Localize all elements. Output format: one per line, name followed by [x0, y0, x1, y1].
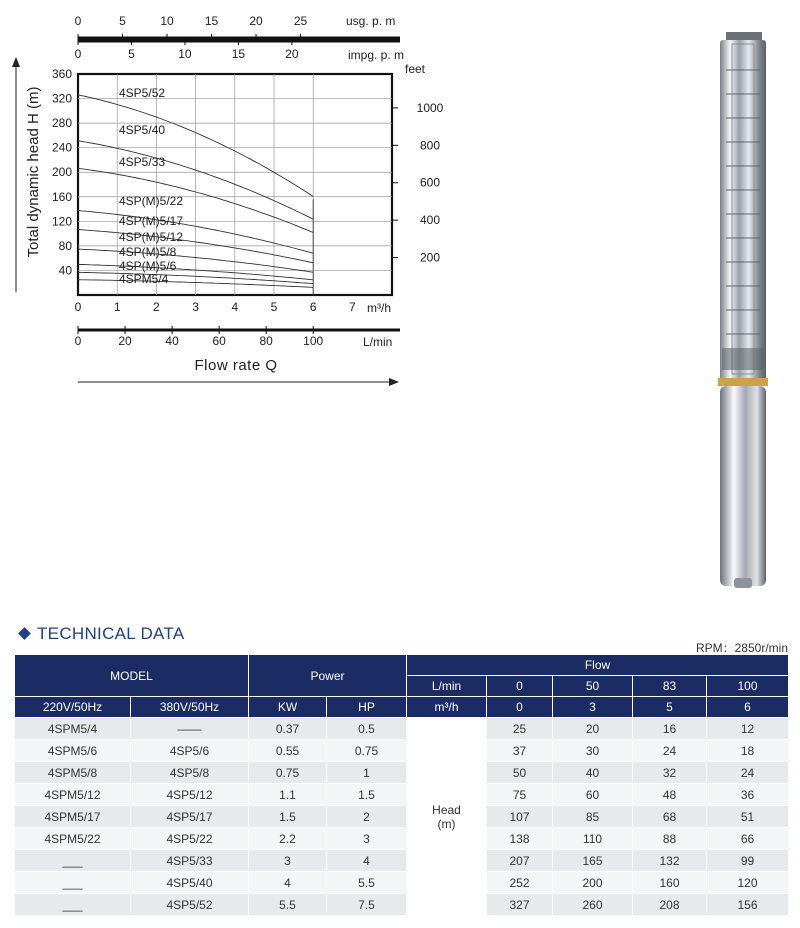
curve-label: 4SP(M)5/6 — [119, 259, 177, 273]
impgpm-tick-label: 20 — [285, 47, 299, 61]
feet-tick-label: 200 — [419, 250, 441, 265]
flow-header: Flow — [407, 655, 789, 676]
table-row — [15, 740, 789, 762]
model-220v-cell: 4SPM5/22 — [15, 828, 131, 850]
head-value-cell: 260 — [553, 894, 633, 916]
head-value-cell: 25 — [487, 718, 553, 740]
technical-data-title — [18, 624, 184, 644]
curve-label: 4SP5/40 — [119, 123, 166, 137]
model-220v-cell: 4SPM5/8 — [15, 762, 131, 784]
lmin-value: 0 — [487, 676, 553, 697]
head-value-cell: 12 — [707, 718, 789, 740]
head-value-cell: 75 — [487, 784, 553, 806]
x-tick-label: 5 — [270, 300, 278, 314]
head-unit: (m) — [437, 816, 456, 831]
head-value-cell: 24 — [633, 740, 707, 762]
m3h-value: 0 — [487, 697, 553, 718]
hp-cell: 0.5 — [327, 718, 407, 740]
diamond-icon — [18, 627, 31, 640]
head-label: Head — [432, 802, 461, 817]
volt-380-header: 380V/50Hz — [131, 697, 249, 718]
kw-header: KW — [249, 697, 327, 718]
kw-cell: 4 — [249, 872, 327, 894]
head-value-cell: 138 — [487, 828, 553, 850]
curve-label: 4SPM5/4 — [119, 272, 169, 286]
head-value-cell: 66 — [707, 828, 789, 850]
usgpm-tick-label: 10 — [160, 14, 174, 28]
lmin-tick-label: 80 — [259, 334, 273, 348]
model-380v-cell: 4SP5/12 — [131, 784, 249, 806]
y-tick-label: 240 — [51, 140, 72, 155]
curve-label: 4SP5/33 — [119, 155, 166, 169]
y-tick-label: 280 — [51, 116, 72, 131]
technical-data-table — [14, 654, 789, 916]
table-row — [15, 872, 789, 894]
hp-cell: 5.5 — [327, 872, 407, 894]
chart-axes — [52, 14, 444, 348]
head-value-cell: 160 — [633, 872, 707, 894]
lmin-value: 100 — [707, 676, 789, 697]
lmin-unit: L/min — [363, 335, 393, 349]
kw-cell: 0.55 — [249, 740, 327, 762]
m3h-value: 6 — [707, 697, 789, 718]
head-value-cell: 208 — [633, 894, 707, 916]
x-axis-title: Flow rate Q — [194, 357, 278, 374]
feet-tick-label: 1000 — [416, 100, 444, 115]
usgpm-tick-label: 25 — [293, 14, 308, 28]
head-value-cell: 99 — [707, 850, 789, 872]
kw-cell: 5.5 — [249, 894, 327, 916]
head-value-cell: 48 — [633, 784, 707, 806]
head-value-cell: 30 — [553, 740, 633, 762]
head-value-cell: 20 — [553, 718, 633, 740]
table-row — [15, 828, 789, 850]
pump-performance-chart — [0, 0, 800, 400]
table-row — [15, 718, 789, 740]
y-tick-label: 160 — [51, 189, 72, 204]
feet-tick-label: 400 — [419, 213, 441, 228]
usgpm-tick-label: 20 — [249, 14, 263, 28]
y-tick-label: 120 — [51, 214, 72, 229]
m3h-label: m³/h — [407, 697, 487, 718]
head-value-cell: 32 — [633, 762, 707, 784]
model-380v-cell: 4SP5/33 — [131, 850, 249, 872]
m3h-value: 5 — [633, 697, 707, 718]
head-value-cell: 110 — [553, 828, 633, 850]
feet-unit: feet — [405, 62, 426, 76]
table-row — [15, 850, 789, 872]
usgpm-tick-label: 5 — [119, 14, 126, 28]
x-tick-label: 2 — [153, 300, 160, 314]
x-tick-label: 3 — [192, 300, 199, 314]
lmin-label: L/min — [407, 676, 487, 697]
lmin-tick-label: 100 — [303, 334, 324, 348]
table-row — [15, 762, 789, 784]
kw-cell: 1.5 — [249, 806, 327, 828]
model-380v-cell: 4SP5/17 — [131, 806, 249, 828]
impgpm-tick-label: 15 — [231, 47, 246, 61]
model-380v-cell: 4SP5/52 — [131, 894, 249, 916]
model-220v-cell: ___ — [15, 872, 131, 894]
head-value-cell: 50 — [487, 762, 553, 784]
head-value-cell: 68 — [633, 806, 707, 828]
kw-cell: 0.37 — [249, 718, 327, 740]
y-tick-label: 40 — [58, 263, 72, 278]
model-220v-cell: ___ — [15, 894, 131, 916]
head-value-cell: 37 — [487, 740, 553, 762]
head-value-cell: 18 — [707, 740, 789, 762]
kw-cell: 1.1 — [249, 784, 327, 806]
kw-cell: 3 — [249, 850, 327, 872]
m3h-value: 3 — [553, 697, 633, 718]
section-title-text: TECHNICAL DATA — [37, 624, 185, 643]
curve-label: 4SP(M)5/8 — [119, 245, 177, 259]
model-380v-cell: 4SP5/8 — [131, 762, 249, 784]
hp-header: HP — [327, 697, 407, 718]
head-value-cell: 88 — [633, 828, 707, 850]
model-header: MODEL — [15, 655, 249, 697]
x-tick-label: 6 — [309, 300, 317, 314]
power-header: Power — [249, 655, 407, 697]
head-value-cell: 16 — [633, 718, 707, 740]
head-value-cell: 200 — [553, 872, 633, 894]
head-value-cell: 132 — [633, 850, 707, 872]
table-row — [15, 784, 789, 806]
model-220v-cell: 4SPM5/12 — [15, 784, 131, 806]
curve-label: 4SP(M)5/17 — [119, 214, 184, 228]
model-220v-cell: ___ — [15, 850, 131, 872]
head-value-cell: 252 — [487, 872, 553, 894]
head-value-cell: 40 — [553, 762, 633, 784]
feet-tick-label: 800 — [419, 138, 441, 153]
y-tick-label: 200 — [51, 165, 72, 180]
hp-cell: 1 — [327, 762, 407, 784]
curve-label: 4SP5/52 — [119, 86, 166, 100]
hp-cell: 1.5 — [327, 784, 407, 806]
head-value-cell: 36 — [707, 784, 789, 806]
x-tick-label: 7 — [349, 300, 356, 314]
head-value-cell: 120 — [707, 872, 789, 894]
usgpm-tick-label: 0 — [74, 14, 82, 28]
lmin-value: 50 — [553, 676, 633, 697]
head-value-cell: 156 — [707, 894, 789, 916]
hp-cell: 2 — [327, 806, 407, 828]
lmin-value: 83 — [633, 676, 707, 697]
head-label-cell — [407, 718, 487, 916]
impgpm-unit: impg. p. m — [348, 48, 405, 62]
pump-image — [712, 30, 774, 592]
feet-tick-label: 600 — [419, 175, 441, 190]
kw-cell: 0.75 — [249, 762, 327, 784]
impgpm-tick-label: 5 — [128, 47, 135, 61]
m3h-unit: m³/h — [367, 301, 391, 315]
head-value-cell: 107 — [487, 806, 553, 828]
x-tick-label: 4 — [231, 300, 239, 314]
head-value-cell: 24 — [707, 762, 789, 784]
hp-cell: 7.5 — [327, 894, 407, 916]
head-value-cell: 60 — [553, 784, 633, 806]
impgpm-tick-label: 10 — [178, 47, 192, 61]
head-value-cell: 207 — [487, 850, 553, 872]
head-value-cell: 327 — [487, 894, 553, 916]
volt-220-header: 220V/50Hz — [15, 697, 131, 718]
model-220v-cell: 4SPM5/4 — [15, 718, 131, 740]
head-value-cell: 165 — [553, 850, 633, 872]
head-value-cell: 51 — [707, 806, 789, 828]
head-value-cell: 85 — [553, 806, 633, 828]
kw-cell: 2.2 — [249, 828, 327, 850]
lmin-tick-label: 40 — [165, 334, 179, 348]
hp-cell: 4 — [327, 850, 407, 872]
table-row — [15, 894, 789, 916]
model-380v-cell: —— — [131, 718, 249, 740]
model-220v-cell: 4SPM5/17 — [15, 806, 131, 828]
usgpm-tick-label: 15 — [204, 14, 219, 28]
x-tick-label: 1 — [113, 300, 121, 314]
lmin-tick-label: 60 — [212, 334, 226, 348]
hp-cell: 3 — [327, 828, 407, 850]
model-380v-cell: 4SP5/6 — [131, 740, 249, 762]
lmin-tick-label: 20 — [118, 334, 132, 348]
curve-label: 4SP(M)5/12 — [119, 230, 184, 244]
hp-cell: 0.75 — [327, 740, 407, 762]
lmin-tick-label: 0 — [74, 334, 82, 348]
y-tick-label: 320 — [51, 91, 72, 106]
curve-label: 4SP(M)5/22 — [119, 194, 184, 208]
y-axis-title: Total dynamic head H (m) — [25, 86, 42, 258]
model-220v-cell: 4SPM5/6 — [15, 740, 131, 762]
model-380v-cell: 4SP5/40 — [131, 872, 249, 894]
model-380v-cell: 4SP5/22 — [131, 828, 249, 850]
x-tick-label: 0 — [74, 300, 82, 314]
table-row — [15, 806, 789, 828]
impgpm-tick-label: 0 — [74, 47, 82, 61]
y-tick-label: 360 — [51, 67, 72, 81]
usgpm-unit: usg. p. m — [346, 14, 396, 28]
y-tick-label: 80 — [58, 238, 72, 253]
rpm-note: RPM：2850r/min — [695, 641, 788, 655]
